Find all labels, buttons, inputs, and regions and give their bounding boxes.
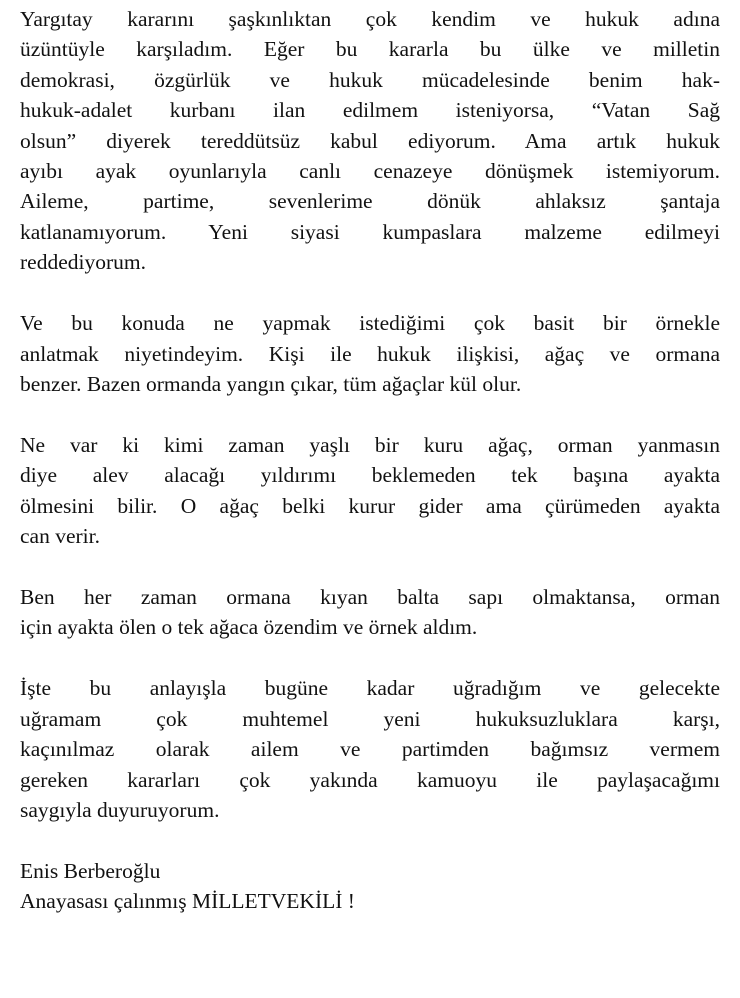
- signature-title: Anayasası çalınmış MİLLETVEKİLİ !: [20, 889, 355, 914]
- text-line: gereken kararları çok yakında kamuoyu ile paylaşacağımı: [20, 767, 720, 792]
- text-line: Ben her zaman ormana kıyan balta sapı olmaktansa, orman: [20, 585, 720, 610]
- text-line: uğramam çok muhtemel yeni hukuksuzluklara karşı,: [20, 706, 720, 731]
- paragraph: [20, 673, 720, 825]
- paragraph: [20, 4, 720, 278]
- text-line: kaçınılmaz olarak ailem ve partimden bağımsız vermem: [20, 737, 720, 762]
- document-body: [20, 4, 720, 917]
- text-line: saygıyla duyuruyorum.: [20, 797, 220, 822]
- text-line: Yargıtay kararını şaşkınlıktan çok kendim ve hukuk adına: [20, 7, 720, 31]
- paragraph: [20, 430, 720, 552]
- paragraph-list: [20, 4, 720, 825]
- text-line: hukuk-adalet kurbanı ilan edilmem isteniyorsa, “Vatan Sağ: [20, 98, 720, 123]
- text-line: üzüntüyle karşıladım. Eğer bu kararla bu ülke ve milletin: [20, 37, 720, 62]
- paragraph: [20, 582, 720, 643]
- text-line: benzer. Bazen ormanda yangın çıkar, tüm ağaçlar kül olur.: [20, 371, 522, 396]
- signature-name: Enis Berberoğlu: [20, 858, 161, 883]
- text-line: için ayakta ölen o tek ağaca özendim ve örnek aldım.: [20, 615, 478, 640]
- text-line: Aileme, partime, sevenlerime dönük ahlaksız şantaja: [20, 189, 720, 214]
- text-line: demokrasi, özgürlük ve hukuk mücadelesinde benim hak-: [20, 67, 720, 92]
- text-line: anlatmak niyetindeyim. Kişi ile hukuk ilişkisi, ağaç ve ormana: [20, 341, 720, 366]
- text-line: diye alev alacağı yıldırımı beklemeden tek başına ayakta: [20, 463, 720, 488]
- text-line: Ve bu konuda ne yapmak istediğimi çok basit bir örnekle: [20, 311, 720, 336]
- text-line: İşte bu anlayışla bugüne kadar uğradığım ve gelecekte: [20, 676, 720, 701]
- text-line: ayıbı ayak oyunlarıyla canlı cenazeye dönüşmek istemiyorum.: [20, 158, 720, 183]
- signature-block: [20, 856, 720, 917]
- text-line: Ne var ki kimi zaman yaşlı bir kuru ağaç, orman yanmasın: [20, 432, 720, 457]
- paragraph: [20, 308, 720, 399]
- text-line: olsun” diyerek tereddütsüz kabul ediyorum. Ama artık hukuk: [20, 128, 720, 153]
- text-line: katlanamıyorum. Yeni siyasi kumpaslara malzeme edilmeyi: [20, 219, 720, 244]
- text-line: ölmesini bilir. O ağaç belki kurur gider ama çürümeden ayakta: [20, 493, 720, 518]
- text-line: reddediyorum.: [20, 250, 146, 275]
- text-line: can verir.: [20, 524, 100, 549]
